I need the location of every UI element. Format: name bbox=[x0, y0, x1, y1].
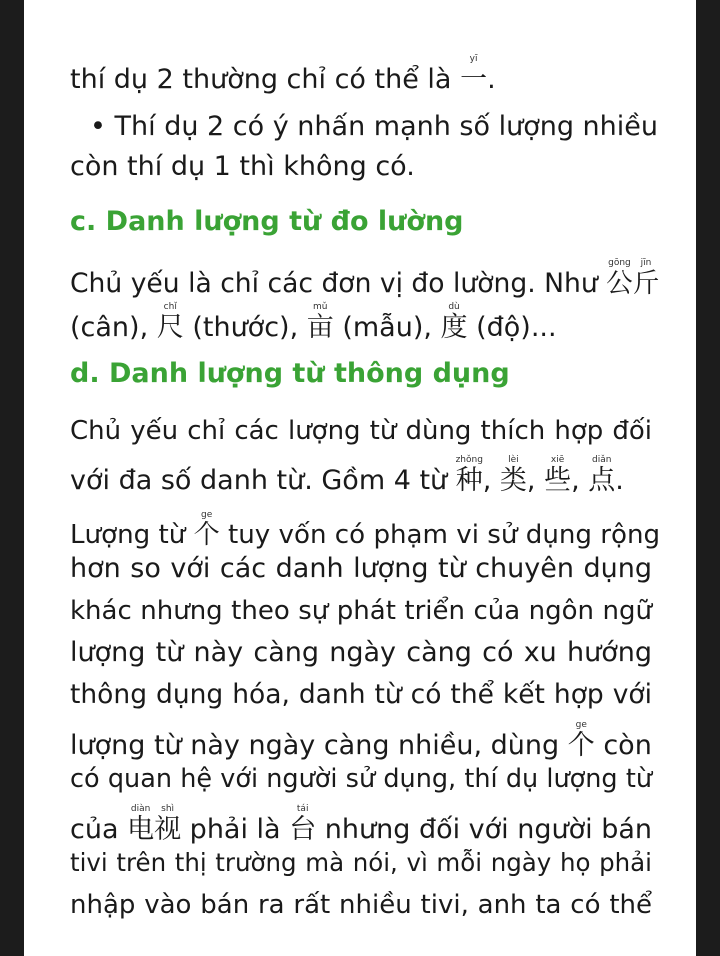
text-span: hơn so với các danh lượng từ chuyên dụng bbox=[70, 553, 652, 584]
section-heading-d: d. Danh lượng từ thông dụng bbox=[70, 358, 510, 389]
text-span: phải là bbox=[181, 814, 290, 845]
paragraph-line bbox=[70, 150, 415, 184]
text-span: thí dụ 2 thường chỉ có thể là bbox=[70, 64, 461, 95]
chinese-char-ge: 个ge bbox=[567, 720, 595, 761]
chinese-char-yi: 一yī bbox=[460, 54, 488, 95]
text-span: Lượng từ bbox=[70, 520, 194, 550]
chinese-char-du: 度dù bbox=[440, 302, 468, 343]
chinese-char-mu: 亩mǔ bbox=[306, 302, 334, 343]
text-span: Chủ yếu là chỉ các đơn vị đo lường. Như bbox=[70, 268, 607, 299]
paragraph-line bbox=[70, 846, 652, 880]
chinese-char-tai: 台tái bbox=[289, 804, 317, 845]
chinese-char-ge: 个ge bbox=[193, 510, 220, 550]
text-span: của bbox=[70, 814, 128, 845]
paragraph-line bbox=[70, 678, 652, 712]
text-span: Chủ yếu chỉ các lượng từ dùng thích hợp đối bbox=[70, 416, 652, 446]
text-span: còn thí dụ 1 thì không có. bbox=[70, 151, 415, 182]
text-span: lượng từ này càng ngày càng có xu hướng bbox=[70, 637, 652, 668]
chinese-char-gong: 公gōng bbox=[606, 258, 633, 299]
text-span: . bbox=[487, 64, 496, 95]
chinese-char-jin: 斤jīn bbox=[632, 258, 660, 299]
chinese-char-lei: 类lèi bbox=[499, 455, 527, 496]
chinese-char-shi: 视shì bbox=[154, 804, 182, 845]
text-span: lượng từ này ngày càng nhiều, dùng bbox=[70, 730, 568, 761]
paragraph-line bbox=[70, 720, 652, 761]
paragraph-line bbox=[70, 258, 660, 299]
paragraph-line bbox=[70, 302, 557, 343]
text-span: thông dụng hóa, danh từ có thể kết hợp với bbox=[70, 679, 652, 710]
book-page bbox=[24, 0, 696, 956]
paragraph-line: với đa số danh từ. Gồm 4 từ 种zhǒng, 类lèi, 些xiē, 点diǎn. bbox=[70, 455, 624, 496]
paragraph-line bbox=[70, 636, 652, 670]
chinese-char-zhong: 种zhǒng bbox=[455, 455, 483, 496]
chinese-char-xie: 些xiē bbox=[544, 455, 572, 496]
paragraph-line bbox=[70, 414, 652, 448]
paragraph-line bbox=[70, 54, 496, 95]
text-span: tivi trên thị trường mà nói, vì mỗi ngày họ phải bbox=[70, 848, 652, 877]
chinese-char-chi: 尺chǐ bbox=[156, 302, 184, 343]
paragraph-line bbox=[70, 888, 652, 922]
text-span: (mẫu), bbox=[333, 312, 441, 343]
text-span: tuy vốn có phạm vi sử dụng rộng bbox=[219, 520, 661, 550]
text-span: (thước), bbox=[183, 312, 307, 343]
text-span: còn bbox=[594, 730, 652, 761]
chinese-char-dian: 点diǎn bbox=[588, 455, 616, 496]
bullet-line bbox=[70, 110, 658, 144]
paragraph-line bbox=[70, 552, 652, 586]
paragraph-line bbox=[70, 510, 661, 550]
text-span: (cân), bbox=[70, 312, 157, 343]
paragraph-line bbox=[70, 804, 653, 845]
text-span: • Thí dụ 2 có ý nhấn mạnh số lượng nhiều bbox=[90, 111, 659, 142]
paragraph-line bbox=[70, 762, 652, 796]
text-span: khác nhưng theo sự phát triển của ngôn ngữ bbox=[70, 596, 652, 626]
text-span: (độ)... bbox=[467, 312, 557, 343]
text-span: nhập vào bán ra rất nhiều tivi, anh ta có thể bbox=[70, 890, 652, 920]
text-span: có quan hệ với người sử dụng, thí dụ lượng từ bbox=[70, 764, 652, 794]
chinese-char-dian4: 电diàn bbox=[127, 804, 155, 845]
text-span: với đa số danh từ. Gồm 4 từ bbox=[70, 465, 456, 496]
text-span: nhưng đối với người bán bbox=[316, 814, 653, 845]
paragraph-line bbox=[70, 594, 652, 628]
section-heading-c: c. Danh lượng từ đo lường bbox=[70, 206, 464, 237]
